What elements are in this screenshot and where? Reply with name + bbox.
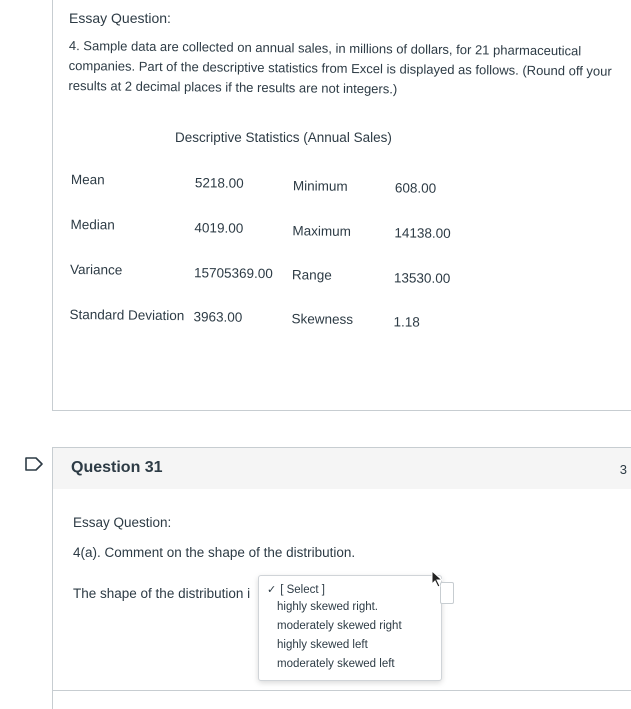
shape-select-dropdown[interactable]: [258, 575, 442, 681]
stat-label-variance: Variance: [69, 261, 123, 278]
stat-label-std-dev: Standard Deviation: [69, 306, 185, 324]
question-31-prompt: The shape of the distribution i: [73, 586, 251, 601]
stat-value-variance: 15705369.00: [193, 265, 273, 282]
dropdown-option[interactable]: highly skewed left: [277, 639, 368, 651]
question-31-sub: 4(a). Comment on the shape of the distribution.: [73, 545, 356, 560]
stat-value-std-dev: 3963.00: [193, 309, 243, 325]
question-31-title: Question 31: [71, 459, 163, 476]
dropdown-option[interactable]: moderately skewed right: [277, 620, 402, 632]
stat-label-median: Median: [70, 216, 115, 233]
stat-value-maximum: 14138.00: [394, 225, 451, 241]
question-heading: Essay Question:: [69, 10, 171, 26]
cursor-icon: [430, 570, 446, 588]
stat-value-range: 13530.00: [393, 270, 451, 286]
stat-label-range: Range: [291, 267, 332, 283]
stat-value-minimum: 608.00: [394, 180, 437, 196]
stat-label-mean: Mean: [70, 171, 105, 188]
flag-icon[interactable]: [24, 456, 44, 472]
question-31-points: 3: [619, 462, 627, 477]
question-body: 4. Sample data are collected on annual sales, in millions of dollars, for 21 pharmaceutical companies. Part of the descriptive statistics from Excel is displayed as follows. (Round off your results at 2 decimal places if the results are not integers.): [68, 37, 612, 97]
question-card-prev: [52, 0, 631, 411]
stat-value-skewness: 1.18: [393, 314, 420, 330]
stat-label-maximum: Maximum: [292, 223, 352, 239]
dropdown-option[interactable]: moderately skewed left: [277, 658, 395, 670]
stats-table-title: Descriptive Statistics (Annual Sales): [175, 130, 392, 145]
dropdown-option-selected[interactable]: ✓ [ Select ]: [267, 584, 325, 596]
stat-label-skewness: Skewness: [291, 311, 354, 327]
next-question-card: [52, 690, 631, 701]
stat-label-minimum: Minimum: [292, 178, 348, 194]
check-icon: ✓: [267, 584, 277, 596]
stat-value-mean: 5218.00: [194, 175, 244, 191]
dropdown-option[interactable]: highly skewed right.: [277, 601, 378, 613]
question-31-heading: Essay Question:: [73, 515, 172, 530]
question-31-header: [52, 447, 631, 491]
stat-value-median: 4019.00: [194, 220, 244, 236]
